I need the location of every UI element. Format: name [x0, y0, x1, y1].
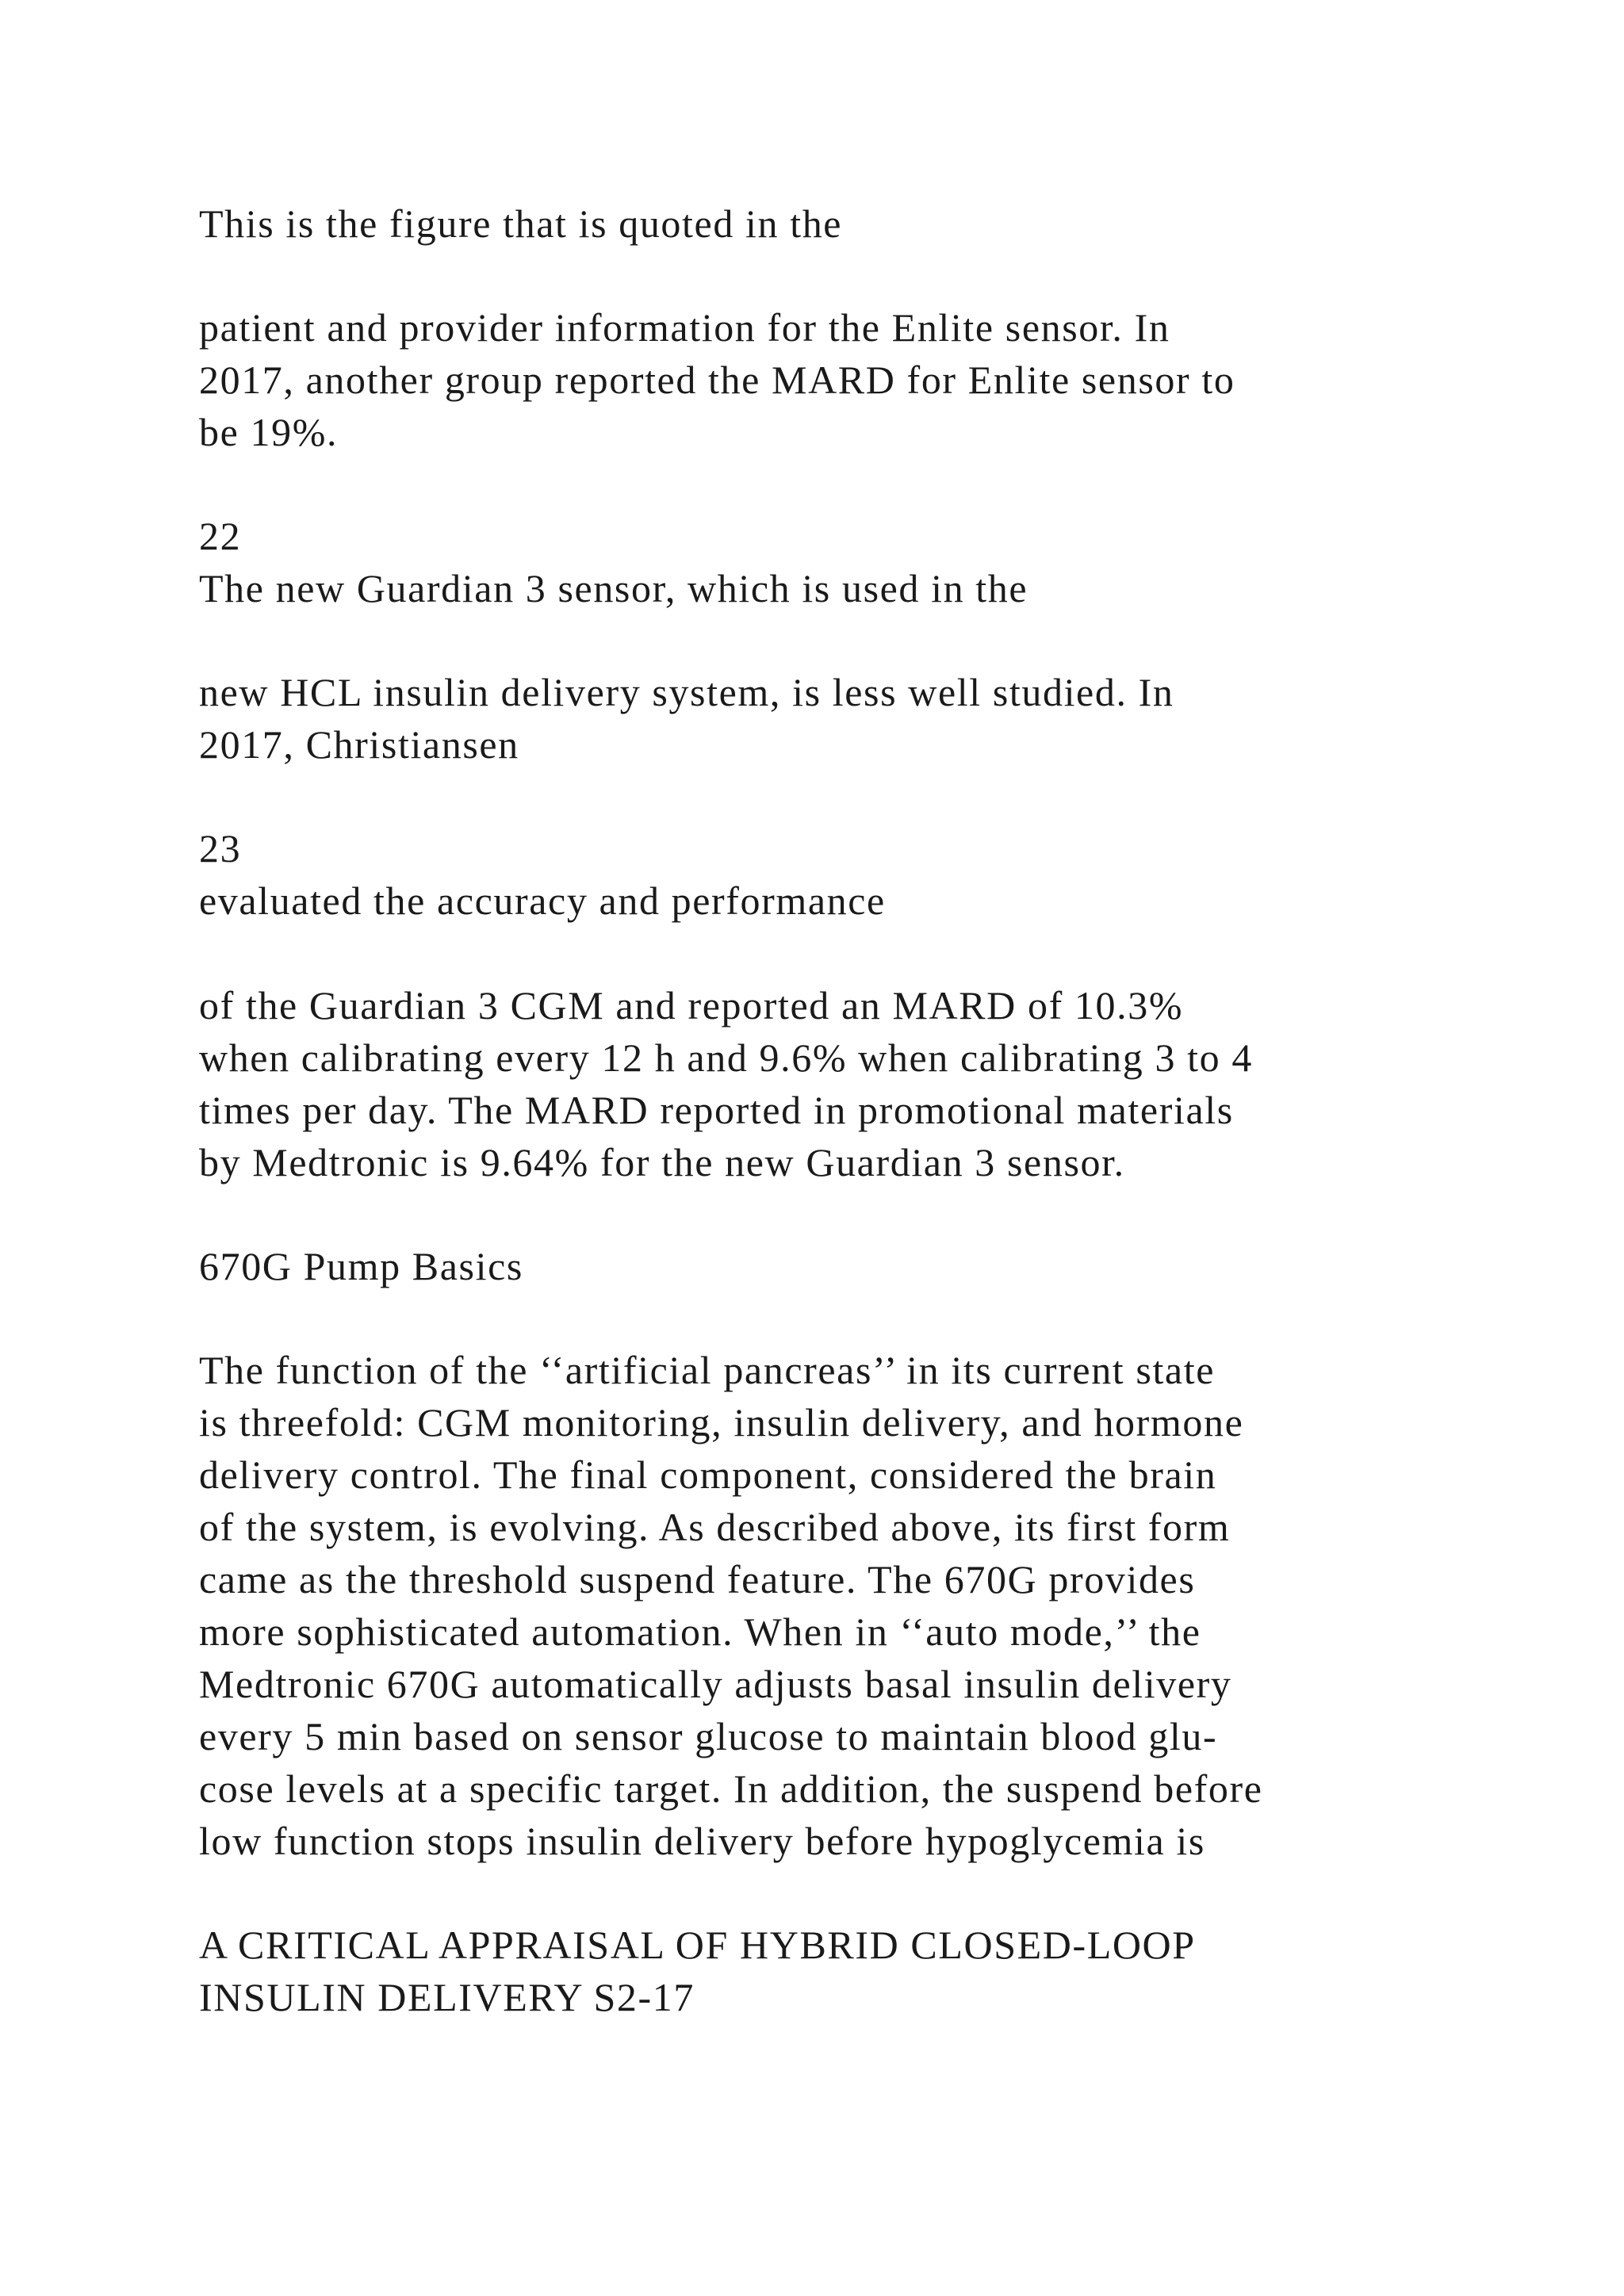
- text-line: low function stops insulin delivery before hypoglycemia is: [199, 1819, 1205, 1863]
- text-line: came as the threshold suspend feature. The 670G provides: [199, 1557, 1196, 1601]
- text-line: times per day. The MARD reported in promotional materials: [199, 1088, 1234, 1132]
- text-line: every 5 min based on sensor glucose to maintain blood glu-: [199, 1714, 1218, 1758]
- text-line: The function of the ‘‘artificial pancreas’’ in its current state: [199, 1348, 1216, 1392]
- text-line: This is the figure that is quoted in the: [199, 201, 843, 246]
- text-line: delivery control. The final component, considered the brain: [199, 1452, 1217, 1497]
- text-line: cose levels at a specific target. In addition, the suspend before: [199, 1766, 1263, 1811]
- text-line: Medtronic 670G automatically adjusts basal insulin delivery: [199, 1662, 1232, 1706]
- text-line: be 19%.: [199, 410, 339, 454]
- running-footer: A CRITICAL APPRAISAL OF HYBRID CLOSED-LOOP: [199, 1923, 1196, 1967]
- citation-number: 23: [199, 826, 242, 871]
- text-line: new HCL insulin delivery system, is less well studied. In: [199, 670, 1174, 714]
- text-line: 2017, another group reported the MARD for Enlite sensor to: [199, 358, 1235, 402]
- text-line: 2017, Christiansen: [199, 722, 519, 767]
- text-line: when calibrating every 12 h and 9.6% when calibrating 3 to 4: [199, 1035, 1253, 1080]
- citation-number: 22: [199, 514, 242, 558]
- text-line: of the Guardian 3 CGM and reported an MARD of 10.3%: [199, 983, 1184, 1027]
- text-line: more sophisticated automation. When in ‘‘auto mode,’’ the: [199, 1609, 1201, 1654]
- text-line: patient and provider information for the Enlite sensor. In: [199, 305, 1170, 350]
- running-footer: INSULIN DELIVERY S2-17: [199, 1975, 695, 2019]
- text-line: is threefold: CGM monitoring, insulin delivery, and hormone: [199, 1400, 1244, 1445]
- section-heading: 670G Pump Basics: [199, 1244, 523, 1288]
- text-line: of the system, is evolving. As described above, its first form: [199, 1505, 1231, 1549]
- text-line: The new Guardian 3 sensor, which is used in the: [199, 566, 1028, 610]
- text-line: evaluated the accuracy and performance: [199, 878, 886, 923]
- text-line: by Medtronic is 9.64% for the new Guardian 3 sensor.: [199, 1140, 1125, 1184]
